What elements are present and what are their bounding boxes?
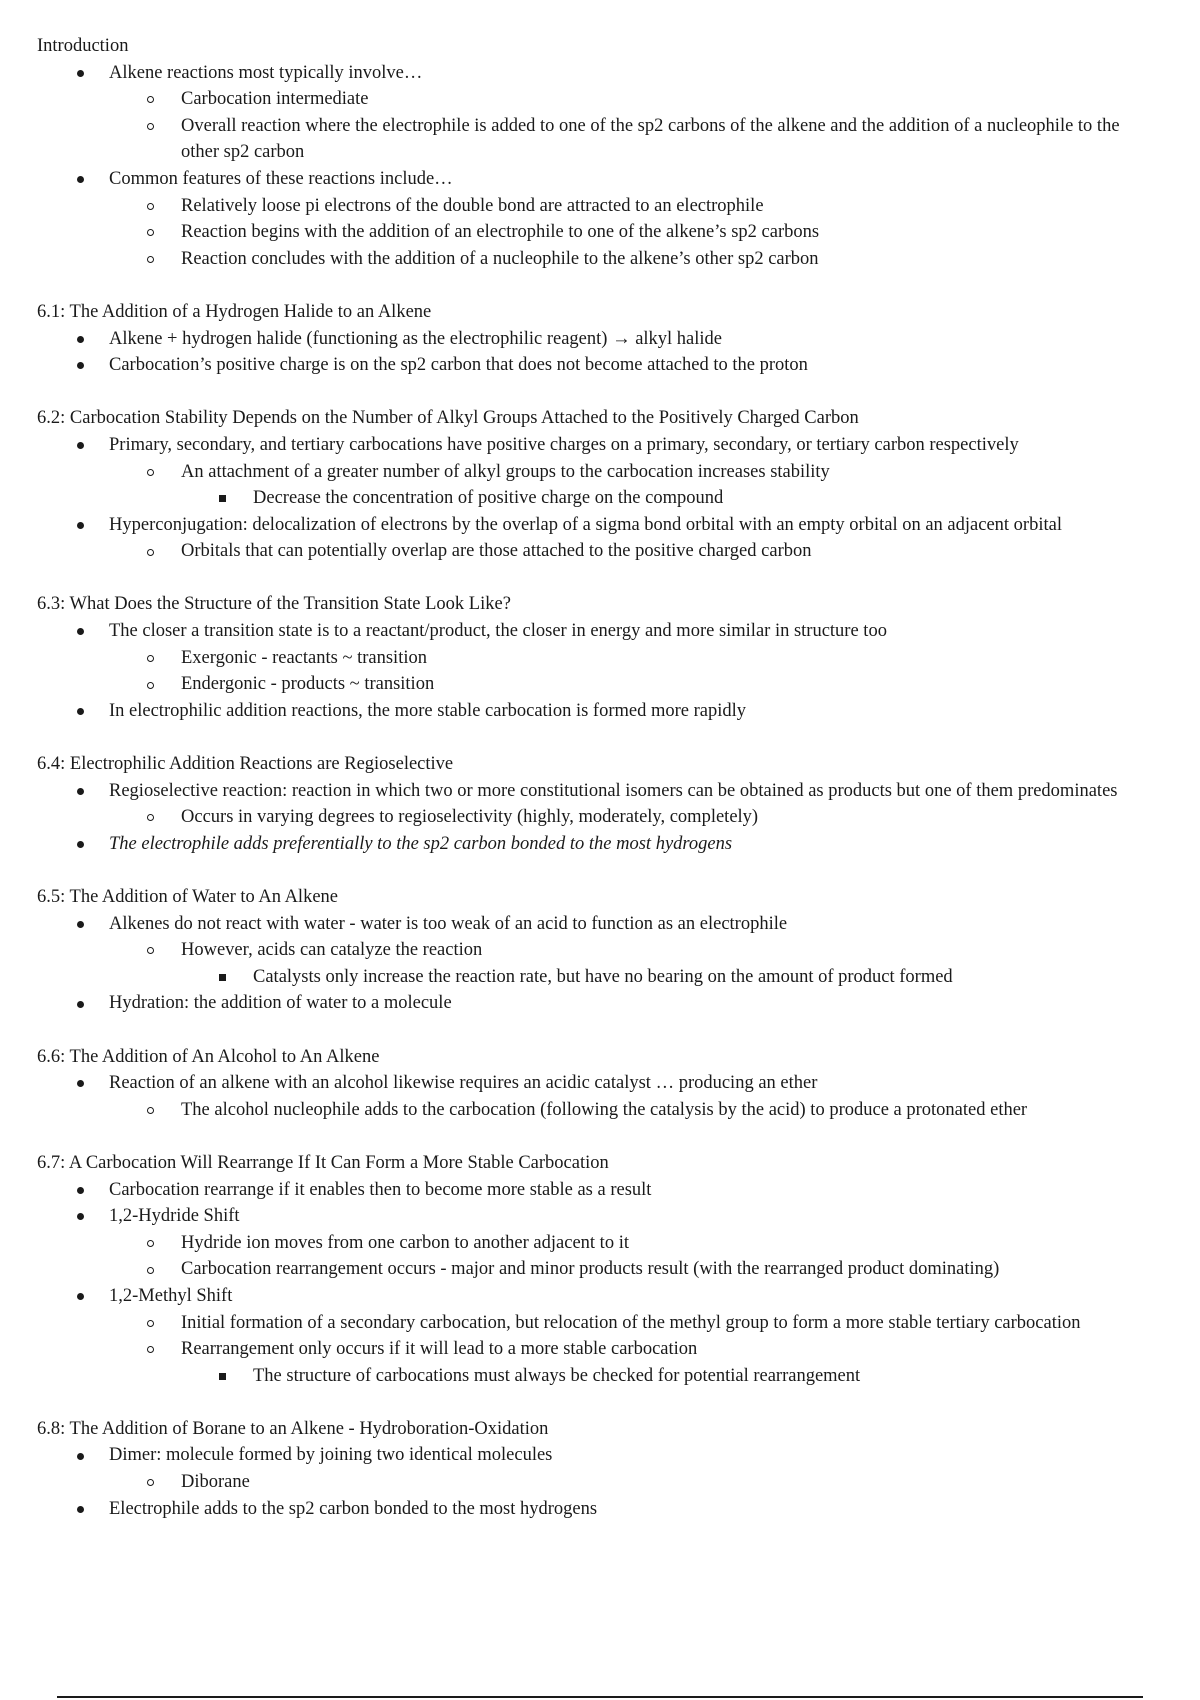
bullet-dot-icon [77,442,84,449]
notes-section [37,591,1160,724]
bullet-circle-icon [147,96,154,103]
bullet-dot-icon [77,1187,84,1194]
list-item-text: Primary, secondary, and tertiary carbocations have positive charges on a primary, secondary, or tertiary carbon respectively [109,434,1019,455]
bullet-dot-icon [77,336,84,343]
list-item-text: Hyperconjugation: delocalization of electrons by the overlap of a sigma bond orbital with an empty orbital on an adjacent orbital [109,514,1062,535]
bullet-dot-icon [77,522,84,529]
bullet-circle-icon [147,1320,154,1327]
list-item [37,1256,1160,1283]
list-item [37,246,1160,273]
list-item-text: Alkenes do not react with water - water is too weak of an acid to function as an electrophile [109,913,788,934]
list-item-text: Endergonic - products ~ transition [181,674,435,695]
list-item-text: Reaction of an alkene with an alcohol likewise requires an acidic catalyst … producing an ether [109,1073,818,1094]
bullet-dot-icon [77,1453,84,1460]
list-item [37,1283,1160,1310]
bullet-list [37,60,1160,273]
list-item-text: Initial formation of a secondary carbocation, but relocation of the methyl group to form a more stable tertiary carbocation [181,1312,1081,1333]
bullet-dot-icon [77,1001,84,1008]
section-heading: 6.7: A Carbocation Will Rearrange If It Can Form a More Stable Carbocation [37,1152,609,1173]
list-item [37,113,1160,166]
list-item-text: Occurs in varying degrees to regioselectivity (highly, moderately, completely) [181,807,759,828]
bullet-circle-icon [147,1267,154,1274]
bullet-dot-icon [77,176,84,183]
list-item-text: Rearrangement only occurs if it will lead to a more stable carbocation [181,1339,698,1360]
list-item-text: Carbocation rearrangement occurs - major and minor products result (with the rearranged product dominating) [181,1259,1000,1280]
list-item-text: Electrophile adds to the sp2 carbon bonded to the most hydrogens [109,1498,598,1519]
list-item [37,831,1160,858]
notes-section [37,33,1160,272]
bullet-circle-icon [147,229,154,236]
bullet-square-icon [219,495,226,502]
footer-rule [57,1696,1143,1698]
list-item [37,485,1160,512]
bullet-circle-icon [147,1346,154,1353]
bullet-circle-icon [147,203,154,210]
list-item [37,432,1160,459]
notes-section [37,1044,1160,1124]
list-item [37,352,1160,379]
list-item [37,645,1160,672]
bullet-dot-icon [77,1080,84,1087]
list-item-text: Alkene reactions most typically involve… [109,62,423,83]
bullet-dot-icon [77,708,84,715]
list-item-text: Carbocation rearrange if it enables then to become more stable as a result [109,1179,652,1200]
bullet-circle-icon [147,469,154,476]
list-item-text: Orbitals that can potentially overlap are those attached to the positive charged carbon [181,541,812,562]
section-heading: 6.3: What Does the Structure of the Transition State Look Like? [37,594,511,615]
list-item [37,990,1160,1017]
list-item [37,937,1160,964]
notes-section [37,299,1160,379]
list-item [37,1203,1160,1230]
bullet-list [37,326,1160,379]
bullet-circle-icon [147,947,154,954]
list-item-text: Catalysts only increase the reaction rate, but have no bearing on the amount of product formed [253,966,953,987]
list-item [37,512,1160,539]
bullet-dot-icon [77,921,84,928]
section-heading: 6.6: The Addition of An Alcohol to An Alkene [37,1046,380,1067]
list-item-text: The structure of carbocations must always be checked for potential rearrangement [253,1365,861,1386]
section-heading: 6.5: The Addition of Water to An Alkene [37,887,338,907]
list-item [37,618,1160,645]
list-item-text: Hydride ion moves from one carbon to another adjacent to it [181,1232,629,1253]
list-item [37,459,1160,486]
list-item-text: Relatively loose pi electrons of the double bond are attracted to an electrophile [181,195,764,216]
list-item-text: 1,2-Methyl Shift [109,1285,233,1306]
list-item [37,1496,1160,1523]
notes-section [37,405,1160,565]
list-item-text: Alkene + hydrogen halide (functioning as the electrophilic reagent) → alkyl halide [109,328,723,349]
bullet-list [37,1177,1160,1390]
list-item [37,778,1160,805]
list-item [37,193,1160,220]
notes-section [37,884,1160,1017]
list-item [37,804,1160,831]
list-item-text: The alcohol nucleophile adds to the carbocation (following the catalysis by the acid) to produce a protonated ether [181,1099,1028,1120]
list-item-text: Common features of these reactions include… [109,168,453,189]
bullet-list [37,911,1160,1017]
list-item-text: Diborane [181,1472,250,1493]
list-item [37,1310,1160,1337]
list-item-text: Dimer: molecule formed by joining two identical molecules [109,1445,553,1466]
bullet-dot-icon [77,1293,84,1300]
section-heading: Introduction [37,36,129,56]
notes-section [37,1416,1160,1522]
bullet-dot-icon [77,362,84,369]
list-item-text: Reaction begins with the addition of an electrophile to one of the alkene’s sp2 carbons [181,222,820,243]
list-item [37,911,1160,938]
section-heading: 6.4: Electrophilic Addition Reactions are Regioselective [37,754,454,775]
list-item-text: Hydration: the addition of water to a molecule [109,993,452,1014]
notes-section [37,751,1160,857]
bullet-square-icon [219,974,226,981]
list-item-text: The electrophile adds preferentially to the sp2 carbon bonded to the most hydrogens [109,833,733,854]
bullet-dot-icon [77,1506,84,1513]
list-item [37,60,1160,87]
list-item-text: 1,2-Hydride Shift [109,1206,240,1227]
list-item [37,671,1160,698]
list-item [37,1070,1160,1097]
section-heading: 6.1: The Addition of a Hydrogen Halide to an Alkene [37,301,432,322]
list-item-text: In electrophilic addition reactions, the more stable carbocation is formed more rapidly [109,700,746,721]
bullet-dot-icon [77,1213,84,1220]
list-item [37,166,1160,193]
bullet-list [37,618,1160,724]
bullet-list [37,432,1160,565]
bullet-circle-icon [147,549,154,556]
bullet-circle-icon [147,256,154,263]
list-item-text: Carbocation’s positive charge is on the sp2 carbon that does not become attached to the proton [109,355,808,376]
list-item-text: An attachment of a greater number of alkyl groups to the carbocation increases stability [181,461,830,482]
bullet-circle-icon [147,682,154,689]
list-item-text: Regioselective reaction: reaction in which two or more constitutional isomers can be obtained as products but one of them predominates [109,780,1118,801]
bullet-circle-icon [147,123,154,130]
list-item-text: However, acids can catalyze the reaction [181,940,483,961]
list-item-text: Carbocation intermediate [181,89,369,110]
list-item [37,219,1160,246]
notes-section [37,1150,1160,1389]
list-item-text: Overall reaction where the electrophile is added to one of the sp2 carbons of the alkene and the addition of a nucleophile to the other sp2 carbon [181,115,1120,163]
list-item [37,86,1160,113]
list-item [37,1336,1160,1363]
list-item [37,326,1160,353]
bullet-circle-icon [147,1107,154,1114]
list-item-text: Reaction concludes with the addition of a nucleophile to the alkene’s other sp2 carbon [181,248,819,269]
bullet-circle-icon [147,1240,154,1247]
list-item [37,1442,1160,1469]
list-item-text: The closer a transition state is to a reactant/product, the closer in energy and more similar in structure too [109,621,887,642]
bullet-circle-icon [147,655,154,662]
bullet-dot-icon [77,70,84,77]
list-item [37,1469,1160,1496]
bullet-dot-icon [77,788,84,795]
bullet-circle-icon [147,1479,154,1486]
bullet-square-icon [219,1373,226,1380]
list-item [37,538,1160,565]
list-item [37,1363,1160,1390]
bullet-circle-icon [147,814,154,821]
list-item [37,1177,1160,1204]
list-item [37,1230,1160,1257]
bullet-dot-icon [77,628,84,635]
bullet-dot-icon [77,841,84,848]
bullet-list [37,1070,1160,1123]
list-item-text: Exergonic - reactants ~ transition [181,647,427,668]
list-item [37,698,1160,725]
list-item [37,964,1160,991]
section-heading: 6.8: The Addition of Borane to an Alkene - Hydroboration-Oxidation [37,1418,549,1439]
list-item-text: Decrease the concentration of positive charge on the compound [253,488,724,509]
bullet-list [37,778,1160,858]
section-heading: 6.2: Carbocation Stability Depends on the Number of Alkyl Groups Attached to the Positively Charged Carbon [37,408,859,429]
list-item [37,1097,1160,1124]
bullet-list [37,1442,1160,1522]
